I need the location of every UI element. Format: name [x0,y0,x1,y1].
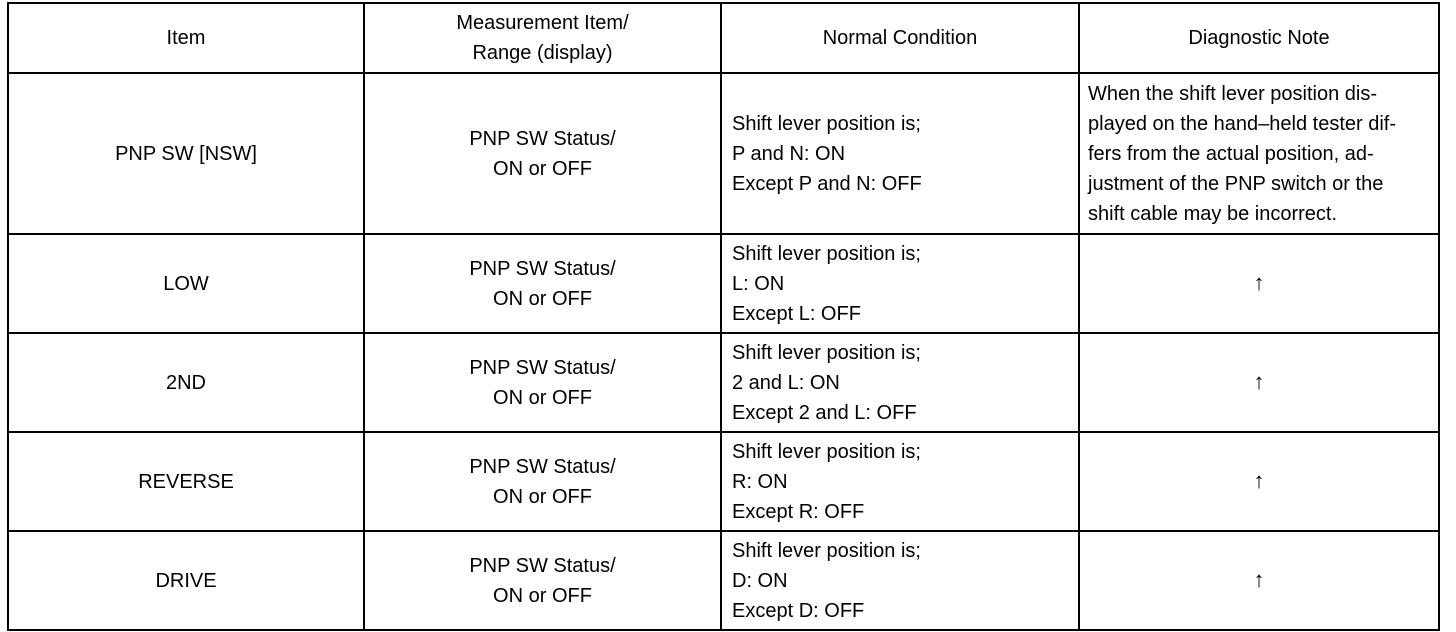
table-row [8,333,1439,432]
item-cell: DRIVE [8,531,364,630]
measurement-cell: PNP SW Status/ ON or OFF [364,333,721,432]
table-row [8,531,1439,630]
item-cell: REVERSE [8,432,364,531]
header-item: Item [8,3,364,73]
normal-condition-cell: Shift lever position is; L: ON Except L: OFF [721,234,1079,333]
up-arrow-icon: ↑ [1253,270,1265,295]
normal-condition-cell: Shift lever position is; 2 and L: ON Except 2 and L: OFF [721,333,1079,432]
item-cell: PNP SW [NSW] [8,73,364,234]
normal-condition-cell: Shift lever position is; P and N: ON Except P and N: OFF [721,73,1079,234]
header-normal-condition: Normal Condition [721,3,1079,73]
normal-condition-cell: Shift lever position is; D: ON Except D: OFF [721,531,1079,630]
diagnostic-note-cell [1079,531,1439,630]
diagnostic-table [7,2,1440,631]
diagnostic-note-cell [1079,234,1439,333]
header-diagnostic-note: Diagnostic Note [1079,3,1439,73]
up-arrow-icon: ↑ [1253,567,1265,592]
table-row [8,432,1439,531]
table-row [8,73,1439,234]
up-arrow-icon: ↑ [1253,468,1265,493]
header-measurement: Measurement Item/ Range (display) [364,3,721,73]
up-arrow-icon: ↑ [1253,369,1265,394]
item-cell: LOW [8,234,364,333]
item-cell: 2ND [8,333,364,432]
measurement-cell: PNP SW Status/ ON or OFF [364,432,721,531]
measurement-cell: PNP SW Status/ ON or OFF [364,234,721,333]
diagnostic-note-cell: When the shift lever position dis- played on the hand–held tester dif- fers from the actual position, ad- justment of the PNP switch or the shift cable may be incorrect. [1079,73,1439,234]
normal-condition-cell: Shift lever position is; R: ON Except R: OFF [721,432,1079,531]
measurement-cell: PNP SW Status/ ON or OFF [364,531,721,630]
table-row [8,234,1439,333]
diagnostic-note-cell [1079,333,1439,432]
measurement-cell: PNP SW Status/ ON or OFF [364,73,721,234]
diagnostic-note-cell [1079,432,1439,531]
table-header-row [8,3,1439,73]
